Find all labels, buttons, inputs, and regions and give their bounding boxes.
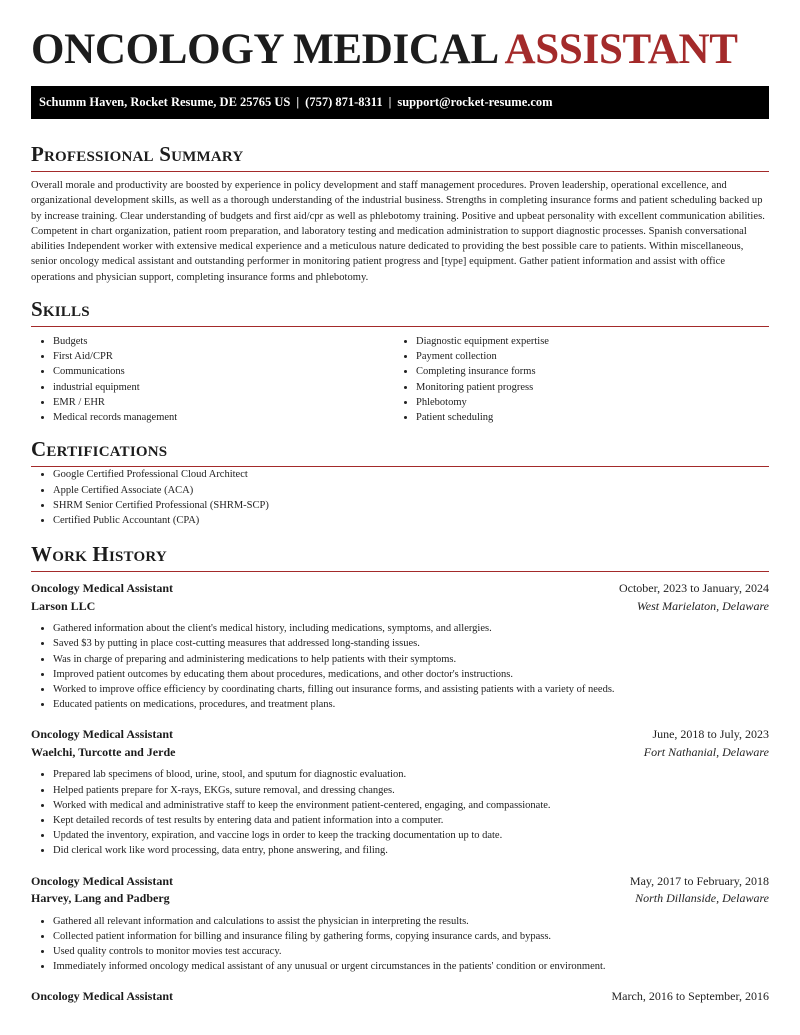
job-entry	[31, 580, 769, 712]
job-duty: • Updated the inventory, expiration, and vaccine logs in order to keep the tracking documentation up to date.	[53, 828, 769, 843]
job-location: North Dillanside, Delaware	[635, 891, 769, 906]
skill-item: • Phlebotomy	[416, 395, 757, 410]
job-company: Waelchi, Turcotte and Jerde	[31, 744, 176, 759]
title-main: ONCOLOGY MEDICAL	[31, 26, 497, 73]
job-dates: March, 2016 to September, 2016	[611, 989, 769, 1004]
skill-item: • EMR / EHR	[53, 395, 394, 410]
job-duties-list	[31, 767, 769, 858]
job-duty: • Educated patients on medications, procedures, and treatment plans.	[53, 697, 769, 712]
job-dates: May, 2017 to February, 2018	[629, 873, 769, 888]
job-duty: • Immediately informed oncology medical assistant of any unusual or urgent circumstances in the patients' condition or environment.	[53, 959, 769, 974]
title-accent: ASSISTANT	[504, 26, 738, 73]
job-duty: • Collected patient information for billing and insurance filing by gathering forms, copying insurance cards, and bypass.	[53, 929, 769, 944]
job-duty: • Worked with medical and administrative staff to keep the environment patient-centered, engaging, and compassionate.	[53, 798, 769, 813]
job-duties-list	[31, 914, 769, 975]
job-header-row	[31, 873, 769, 891]
certification-item: • Google Certified Professional Cloud Architect	[53, 467, 769, 482]
certifications-list	[31, 467, 769, 528]
job-header-row	[31, 988, 769, 1006]
contact-separator: |	[388, 95, 392, 109]
contact-separator: |	[296, 95, 300, 109]
job-location: Fort Nathanial, Delaware	[643, 744, 769, 759]
skills-list-right	[394, 334, 757, 425]
job-company-row	[31, 598, 769, 616]
skill-item: • Patient scheduling	[416, 410, 757, 425]
job-header-row	[31, 580, 769, 598]
skills-list-left	[31, 334, 394, 425]
contact-address: Schumm Haven, Rocket Resume, DE 25765 US	[39, 95, 291, 109]
skill-item: • Payment collection	[416, 349, 757, 364]
job-company-row	[31, 890, 769, 908]
job-entry	[31, 988, 769, 1006]
contact-bar	[31, 86, 769, 119]
skill-item: • Completing insurance forms	[416, 364, 757, 379]
job-duty: • Worked to improve office efficiency by coordinating charts, filling out insurance forms, and assisting patients with a variety of needs.	[53, 682, 769, 697]
skill-item: • Budgets	[53, 334, 394, 349]
job-duty: • Did clerical work like word processing, data entry, phone answering, and filing.	[53, 843, 769, 858]
job-entry	[31, 873, 769, 975]
job-title: Oncology Medical Assistant	[31, 727, 174, 742]
skills-columns	[31, 334, 769, 425]
job-duty: • Kept detailed records of test results by entering data and patient information into a computer.	[53, 813, 769, 828]
summary-text: Overall morale and productivity are boosted by experience in policy development and staff management procedures. Proven leadership, operational excellence, and organizational development skills, as well as a thorough understanding of the industrial business. Strengths in completing insurance forms and patient scheduling backed up by increase training. Clear understanding of budgets and first aid/cpr as well as phlebotomy training. Positive and upbeat personality with excellent communication abilities. Competent in chart organization, patient room preparation, and laboratory testing and medication administration to support diagnostic processes. Spanish conversational abilities Independent worker with extensive medical experience and a meticulous nature dedicated to providing the best possible care to patients. Within miscellaneous, senior oncology medical assistant and outstanding performer in monitoring patient progress and [type] equipment. Gather patient information and assist with office operations and physician support, completing insurance forms and phlebotomy.	[31, 180, 765, 283]
summary-heading: Professional Summary	[31, 141, 769, 172]
job-title: Oncology Medical Assistant	[31, 581, 174, 596]
certifications-heading: Certifications	[31, 436, 769, 467]
skill-item: • First Aid/CPR	[53, 349, 394, 364]
job-duty: • Was in charge of preparing and administering medications to help patients with their symptoms.	[53, 652, 769, 667]
job-duty: • Saved $3 by putting in place cost-cutting measures that addressed long-standing issues.	[53, 636, 769, 651]
resume-title	[31, 0, 769, 77]
skill-item: • industrial equipment	[53, 380, 394, 395]
job-header-row	[31, 726, 769, 744]
skill-item: • Medical records management	[53, 410, 394, 425]
job-title: Oncology Medical Assistant	[31, 989, 174, 1004]
contact-phone[interactable]: (757) 871-8311	[305, 95, 383, 109]
job-duty: • Gathered all relevant information and calculations to assist the physician in interpreting the results.	[53, 914, 769, 929]
job-company: Harvey, Lang and Padberg	[31, 891, 170, 906]
skill-item: • Diagnostic equipment expertise	[416, 334, 757, 349]
skill-item: • Monitoring patient progress	[416, 380, 757, 395]
job-title: Oncology Medical Assistant	[31, 873, 174, 888]
job-duty: • Prepared lab specimens of blood, urine, stool, and sputum for diagnostic evaluation.	[53, 767, 769, 782]
contact-email[interactable]: support@rocket-resume.com	[397, 95, 553, 109]
certification-item: • Apple Certified Associate (ACA)	[53, 483, 769, 498]
job-duty: • Improved patient outcomes by educating them about procedures, medications, and other doctor's instructions.	[53, 667, 769, 682]
job-duty: • Helped patients prepare for X-rays, EKGs, suture removal, and dressing changes.	[53, 783, 769, 798]
certification-item: • SHRM Senior Certified Professional (SHRM-SCP)	[53, 498, 769, 513]
job-company: Larson LLC	[31, 598, 96, 613]
job-dates: October, 2023 to January, 2024	[618, 581, 769, 596]
job-duty: • Used quality controls to monitor movies test accuracy.	[53, 944, 769, 959]
skill-item: • Communications	[53, 364, 394, 379]
certification-item: • Certified Public Accountant (CPA)	[53, 513, 769, 528]
job-company-row	[31, 744, 769, 762]
resume-page	[31, 0, 769, 1006]
job-entry	[31, 726, 769, 858]
job-duties-list	[31, 621, 769, 712]
job-duty: • Gathered information about the client's medical history, including medications, symptoms, and allergies.	[53, 621, 769, 636]
job-dates: June, 2018 to July, 2023	[652, 727, 769, 742]
skills-heading: Skills	[31, 296, 769, 327]
job-location: West Marielaton, Delaware	[636, 598, 769, 613]
work-history-heading: Work History	[31, 541, 769, 572]
